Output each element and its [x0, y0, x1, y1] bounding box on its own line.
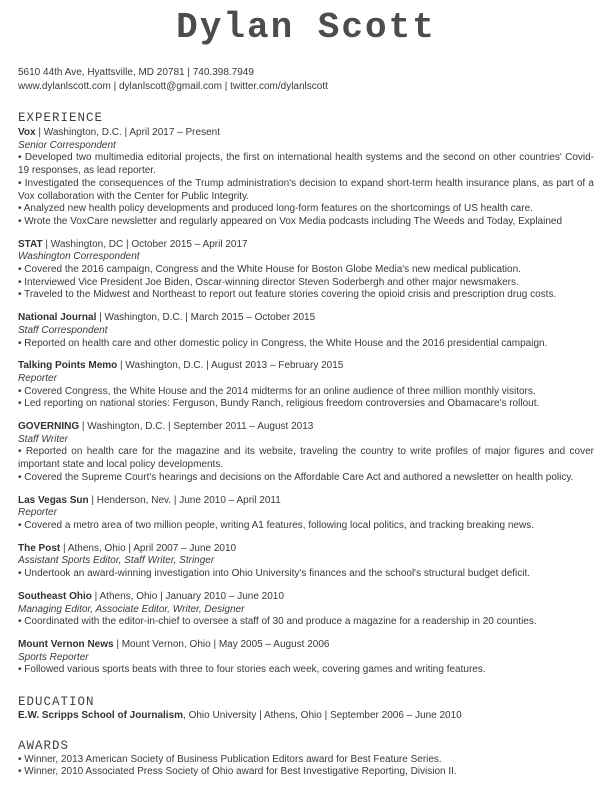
school-name: E.W. Scripps School of Journalism: [18, 710, 184, 722]
job-title: Washington Correspondent: [18, 251, 140, 263]
job-bullet: • Investigated the consequences of the Trump administration's decision to expand short-term health insurance plans, as part of a Vox collaboration with the Center for Public Integrity.: [18, 177, 594, 202]
job-bullet: • Traveled to the Midwest and Northeast to report out feature stories covering the opioid crisis and prescription drug costs.: [18, 289, 557, 301]
job-entry: [18, 591, 594, 629]
job-heading: [18, 495, 594, 508]
job-heading: [18, 239, 594, 252]
job-entry: [18, 421, 594, 485]
job-org-name: Talking Points Memo: [18, 360, 118, 372]
job-org-name: Mount Vernon News: [18, 638, 114, 650]
job-bullet: • Developed two multimedia editorial projects, the first on international health systems and the second on other countries' Covid-19 responses, as lead reporter.: [18, 152, 594, 177]
section-header-education: EDUCATION: [18, 695, 95, 710]
award-bullet: • Winner, 2013 American Society of Business Publication Editors award for Best Feature Series.: [18, 753, 442, 765]
section-experience: [18, 111, 594, 677]
job-title: Staff Correspondent: [18, 324, 108, 336]
job-location-dates: | Washington, DC | October 2015 – April 2017: [42, 238, 248, 250]
job-bullet: • Covered the 2016 campaign, Congress and the White House for Boston Globe Media's new medical publication.: [18, 264, 521, 276]
award-list: [18, 754, 594, 779]
job-bullet: • Undertook an award-winning investigation into Ohio University's finances and the school's structural budget deficit.: [18, 568, 531, 580]
job-location-dates: | Henderson, Nev. | June 2010 – April 2011: [88, 494, 281, 506]
page-title: Dylan Scott: [176, 7, 436, 48]
job-org-name: Southeast Ohio: [18, 590, 92, 602]
job-entry: [18, 312, 594, 350]
job-org-name: Vox: [18, 127, 36, 138]
job-heading: [18, 312, 594, 325]
job-org-name: Las Vegas Sun: [18, 494, 89, 506]
job-heading: [18, 591, 594, 604]
job-location-dates: | Washington, D.C. | September 2011 – August 2013: [79, 421, 314, 433]
contact-info: [18, 66, 594, 94]
job-list: [18, 127, 594, 677]
job-bullet: • Covered the Supreme Court's hearings and decisions on the Affordable Care Act and authored a newsletter on health policy.: [18, 471, 574, 483]
education-meta: , Ohio University | Athens, Ohio | September 2006 – June 2010: [183, 710, 462, 722]
job-bullet: • Wrote the VoxCare newsletter and regularly appeared on Vox Media podcasts including The Weeds and Today, Explained: [18, 215, 563, 227]
job-heading: [18, 543, 594, 556]
job-heading: [18, 421, 594, 434]
job-org-name: National Journal: [18, 312, 97, 324]
job-bullet: • Reported on health care and other domestic policy in Congress, the White House and the 2016 presidential campaign.: [18, 337, 548, 349]
job-location-dates: | Athens, Ohio | April 2007 – June 2010: [60, 542, 237, 554]
job-heading: [18, 639, 594, 652]
job-location-dates: | Washington, D.C. | March 2015 – October 2015: [96, 312, 316, 324]
contact-line-address-phone: 5610 44th Ave, Hyattsville, MD 20781 | 740.398.7949: [18, 67, 254, 78]
job-title: Assistant Sports Editor, Staff Writer, Stringer: [18, 555, 215, 567]
job-heading: [18, 360, 594, 373]
section-header-experience: EXPERIENCE: [18, 111, 104, 125]
job-entry: [18, 639, 594, 677]
job-title: Managing Editor, Associate Editor, Writer, Designer: [18, 603, 245, 615]
job-heading: [18, 127, 594, 140]
section-awards: [18, 739, 594, 779]
job-bullet: • Led reporting on national stories: Ferguson, Bundy Ranch, religious freedom controversies and Obamacare's rollout.: [18, 398, 540, 410]
job-bullet: • Interviewed Vice President Joe Biden, Oscar-winning director Steven Soderbergh and other major newsmakers.: [18, 276, 519, 288]
job-bullet: • Coordinated with the editor-in-chief to oversee a staff of 30 and produce a magazine for a readership in 20 counties.: [18, 616, 537, 628]
job-org-name: STAT: [18, 238, 43, 250]
job-bullet: • Covered a metro area of two million people, writing A1 features, following local politics, and tracking breaking news.: [18, 519, 534, 531]
job-entry: [18, 127, 594, 229]
job-bullet: • Reported on health care for the magazine and its website, traveling the country to write profiles of major figures and cover important state and local policy developments.: [18, 446, 594, 471]
job-location-dates: | Athens, Ohio | January 2010 – June 2010: [91, 590, 284, 602]
job-org-name: The Post: [18, 542, 61, 554]
job-title: Reporter: [18, 507, 57, 519]
job-entry: [18, 495, 594, 533]
job-entry: [18, 239, 594, 303]
section-education: [18, 695, 594, 723]
job-title: Senior Correspondent: [18, 139, 116, 151]
job-location-dates: | Mount Vernon, Ohio | May 2005 – August 2006: [113, 638, 330, 650]
job-bullet: • Covered Congress, the White House and the 2014 midterms for an online audience of three million monthly visitors.: [18, 385, 536, 397]
education-entry: [18, 710, 594, 723]
job-org-name: GOVERNING: [18, 421, 80, 433]
section-header-awards: AWARDS: [18, 738, 70, 753]
job-location-dates: | Washington, D.C. | April 2017 – Present: [35, 127, 220, 138]
job-title: Sports Reporter: [18, 651, 89, 663]
job-title: Staff Writer: [18, 433, 69, 445]
job-title: Reporter: [18, 372, 57, 384]
job-bullet: • Analyzed new health policy developments and produced long-form features on the shortcomings of US health care.: [18, 203, 533, 215]
contact-line-web-email-twitter: www.dylanlscott.com | dylanlscott@gmail.com | twitter.com/dylanlscott: [18, 81, 328, 92]
award-bullet: • Winner, 2010 Associated Press Society of Ohio award for Best Investigative Reporting, Division II.: [18, 766, 457, 778]
job-bullet: • Followed various sports beats with three to four stories each week, covering games and writing features.: [18, 664, 486, 676]
job-entry: [18, 543, 594, 581]
job-location-dates: | Washington, D.C. | August 2013 – February 2015: [117, 360, 344, 372]
job-entry: [18, 360, 594, 411]
